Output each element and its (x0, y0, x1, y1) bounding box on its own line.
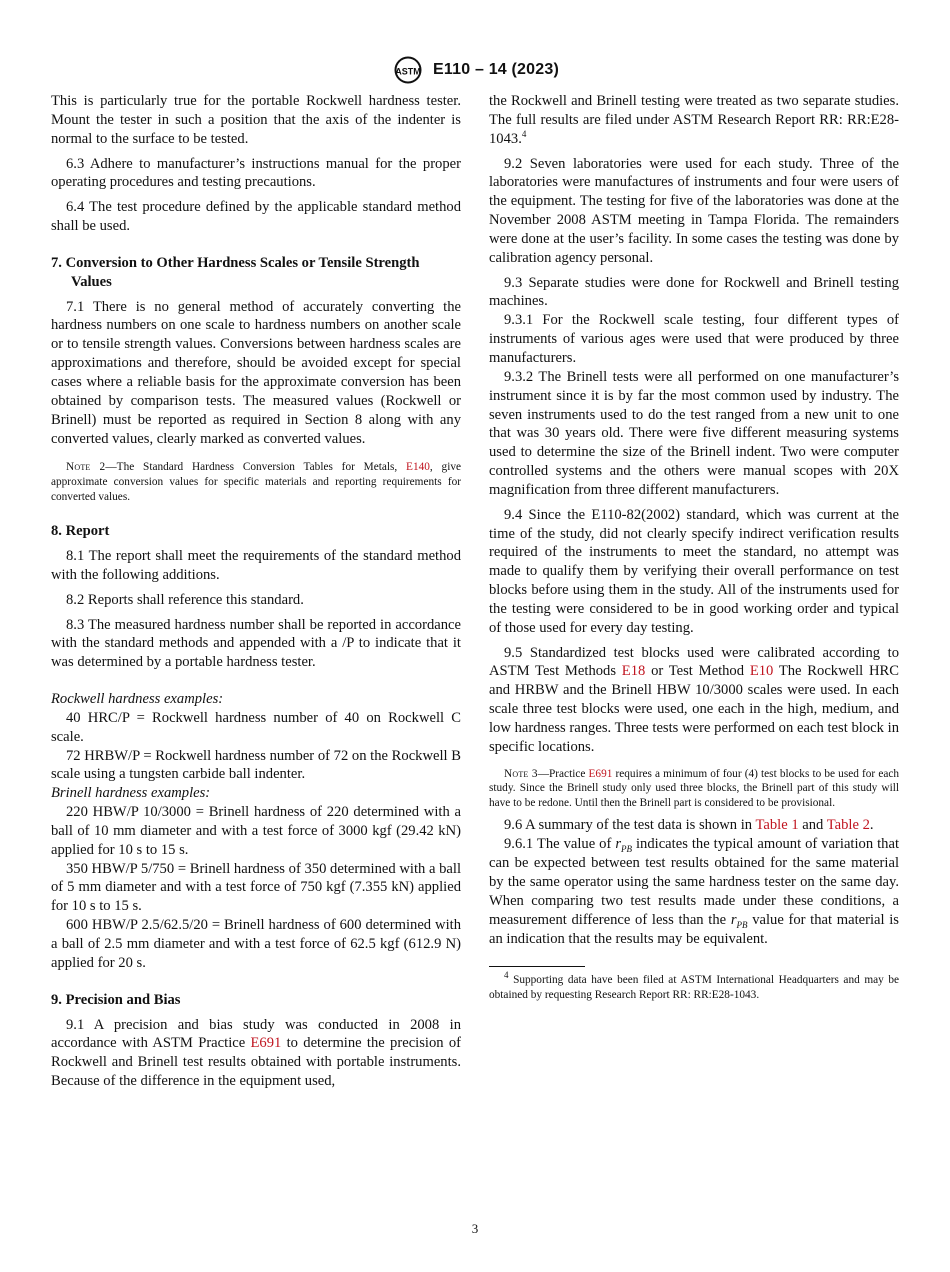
paragraph-6-3: 6.3 Adhere to manufacturer’s instructions manual for the proper operating procedures and testing precautions. (51, 155, 461, 191)
paragraph-9-6-text: . (869, 817, 874, 834)
note-3-text-before: —Practice (537, 767, 589, 780)
section-9-heading: 9. Precision and Bias (51, 991, 181, 1008)
paragraph-6-4: 6.4 The test procedure defined by the applicable standard method shall be used. (51, 199, 461, 235)
paragraph-9-6-1-text: indicates the typical amount of variation that can be expected between test results obtained for the same material by the same operator using the same hardness tester on the same day. When comparing two test results made under these conditions, a measurement difference of less than the (489, 836, 900, 928)
rpb-symbol (731, 912, 748, 928)
left-column (51, 92, 461, 1097)
paragraph-9-5-text: or Test Method (645, 663, 750, 680)
brinell-example: 350 HBW/P 5/750 = Brinell hardness of 350 determined with a ball of 5 mm diameter and with a test force of 750 kgf (7.355 kN) applied for 10 s to 15 s. (51, 860, 461, 915)
paragraph-7-1: 7.1 There is no general method of accurately converting the hardness numbers on one scale to hardness numbers on another scale or to tensile strength values. Conversions between hardness scales are approximations and therefore, should be avoided except for special cases where a reliable basis for the approximate conversion has been obtained by comparison tests. The measured values (Rockwell or Brinell) must be reported as required in Section 8 along with any converted values, clearly marked as converted values. (51, 298, 461, 447)
document-id: E110 – 14 (2023) (433, 61, 559, 78)
paragraph-9-1-text-after: to determine the precision of Rockwell and Brinell test results obtained with portable instruments. Because of the difference in the equipment used, (51, 1035, 462, 1090)
note-3-text-after: requires a minimum of four (4) test blocks to be used for each study. Since the Brinell study only used three blocks, the Brinell part of this study will have to be redone. Until then the Brinell part is considered to be provisional. (489, 767, 900, 809)
link-table-1[interactable]: Table 1 (755, 817, 799, 834)
logo-text: ASTM (395, 66, 421, 77)
continuation-text: the Rockwell and Brinell testing were treated as two separate studies. The full results are filed under ASTM Research Report RR: RR:E28-1043. (489, 93, 899, 147)
rpb-sub: PB (736, 919, 748, 930)
page-number: 3 (471, 1221, 479, 1236)
paragraph-9-5 (489, 644, 899, 757)
paragraph-9-6-text: and (798, 817, 827, 834)
rpb-r: r (730, 911, 737, 928)
section-8-heading: 8. Report (51, 523, 110, 540)
paragraph-9-6-1-text: value for that material is an indication that the results may be equivalent. (489, 911, 899, 947)
note-2 (51, 460, 461, 504)
brinell-examples-heading: Brinell hardness examples: (51, 785, 211, 802)
link-table-2[interactable]: Table 2 (826, 817, 870, 834)
paragraph-9-3-2: 9.3.2 The Brinell tests were all performed on one manufacturer’s instrument since it is by far the most common used by industry. The seven instruments used to do the test ranged from a new unit to one that was 30 years old. There were five different measuring systems used to determine the size of the Brinell indent. Two were computer controlled systems and the others were manual scopes with 20X magnification from three different manufacturers. (489, 368, 899, 498)
paragraph-9-4: 9.4 Since the E110-82(2002) standard, which was current at the time of the study, did not clearly specify indirect verification results required of the instruments to meet the standard, no attempt was made to qualify them by verifying their overall performance on test blocks before using them in the study. All of the instruments used for the testing were considered to be in good working order and typical of those used for every day testing. (489, 506, 899, 636)
footnote-ref-4[interactable]: 4 (521, 128, 527, 139)
paragraph-8-2: 8.2 Reports shall reference this standard. (66, 591, 304, 608)
brinell-example: 600 HBW/P 2.5/62.5/20 = Brinell hardness of 600 determined with a ball of 2.5 mm diameter and with a test force of 62.5 kgf (612.9 N) applied for 20 s. (51, 917, 461, 971)
page-header (0, 56, 950, 84)
paragraph-9-6 (489, 816, 899, 835)
footnote-4 (489, 970, 899, 1002)
brinell-example: 220 HBW/P 10/3000 = Brinell hardness of 220 determined with a ball of 10 mm diameter and with a test force of 3000 kgf (29.42 kN) applied for 10 s to 15 s. (51, 804, 461, 858)
link-e10[interactable]: E10 (749, 663, 774, 680)
rockwell-example: 72 HRBW/P = Rockwell hardness number of 72 on the Rockwell B scale using a tungsten carbide ball indenter. (51, 747, 461, 783)
right-column (489, 92, 899, 1003)
paragraph-9-5-text: The Rockwell HRC and HRBW and the Brinell HBW 10/3000 scales were used. In each scale three test blocks were used, one each in the high, medium, and low hardness ranges. Three tests were performed on each test block in specific locations. (489, 663, 900, 755)
paragraph-9-6-text: 9.6 A summary of the test data is shown in (504, 817, 756, 834)
note-3-label: Note 3 (504, 767, 538, 780)
note-2-text-after: , give approximate conversion values for specific materials and reporting requirements for converted values. (51, 461, 461, 503)
paragraph-8-1: 8.1 The report shall meet the requirements of the standard method with the following additions. (51, 547, 461, 583)
rockwell-example: 40 HRC/P = Rockwell hardness number of 40 on Rockwell C scale. (51, 709, 461, 745)
paragraph-9-2: 9.2 Seven laboratories were used for each study. Three of the laboratories were manufactures of instruments and four were users of the equipment. The testing for five of the laboratories was done at the November 2008 ASTM meeting in Tampa Florida. The remainders were done at the user’s facility. In some cases the testing was done by calibration agency personal. (489, 155, 899, 266)
paragraph-9-6-1-text: 9.6.1 The value of (504, 836, 616, 853)
footnote-number: 4 (504, 970, 509, 981)
paragraph-continuation (489, 92, 899, 149)
rpb-r: r (615, 836, 622, 853)
rpb-sub: PB (621, 844, 633, 855)
paragraph-9-1 (51, 1016, 461, 1091)
paragraph-continuation: This is particularly true for the portable Rockwell hardness tester. Mount the tester in such a position that the axis of the indenter is normal to the surface to be tested. (51, 93, 461, 147)
paragraph-8-3: 8.3 The measured hardness number shall be reported in accordance with the standard methods and appended with a /P to indicate that it was determined by a portable hardness tester. (51, 616, 461, 671)
paragraph-9-3-1: 9.3.1 For the Rockwell scale testing, four different types of instruments of various ages were used that were produced by three manufacturers. (489, 312, 899, 366)
link-e18[interactable]: E18 (621, 663, 646, 680)
link-e691[interactable]: E691 (588, 767, 613, 780)
footnote-divider (489, 966, 585, 967)
link-e691[interactable]: E691 (250, 1035, 282, 1052)
section-7-heading: 7. Conversion to Other Hardness Scales or Tensile Strength Values (51, 254, 420, 290)
note-2-label: Note 2 (66, 461, 106, 474)
paragraph-9-3: 9.3 Separate studies were done for Rockwell and Brinell testing machines. (489, 274, 899, 310)
rpb-symbol (615, 836, 633, 855)
paragraph-9-1-text-before: 9.1 A precision and bias study was conducted in 2008 in accordance with ASTM Practice (51, 1016, 461, 1052)
note-3 (489, 767, 899, 811)
paragraph-9-5-text: 9.5 Standardized test blocks used were calibrated according to ASTM Test Methods (489, 644, 899, 680)
rockwell-examples-heading: Rockwell hardness examples: (51, 691, 224, 708)
note-2-text-before: —The Standard Hardness Conversion Tables for Metals, (105, 461, 407, 474)
footnote-text: Supporting data have been filed at ASTM International Headquarters and may be obtained by requesting Research Report RR: RR:E28-1043. (489, 974, 899, 1001)
astm-logo-icon (391, 56, 425, 84)
paragraph-9-6-1 (489, 835, 899, 948)
link-e140[interactable]: E140 (406, 461, 430, 474)
